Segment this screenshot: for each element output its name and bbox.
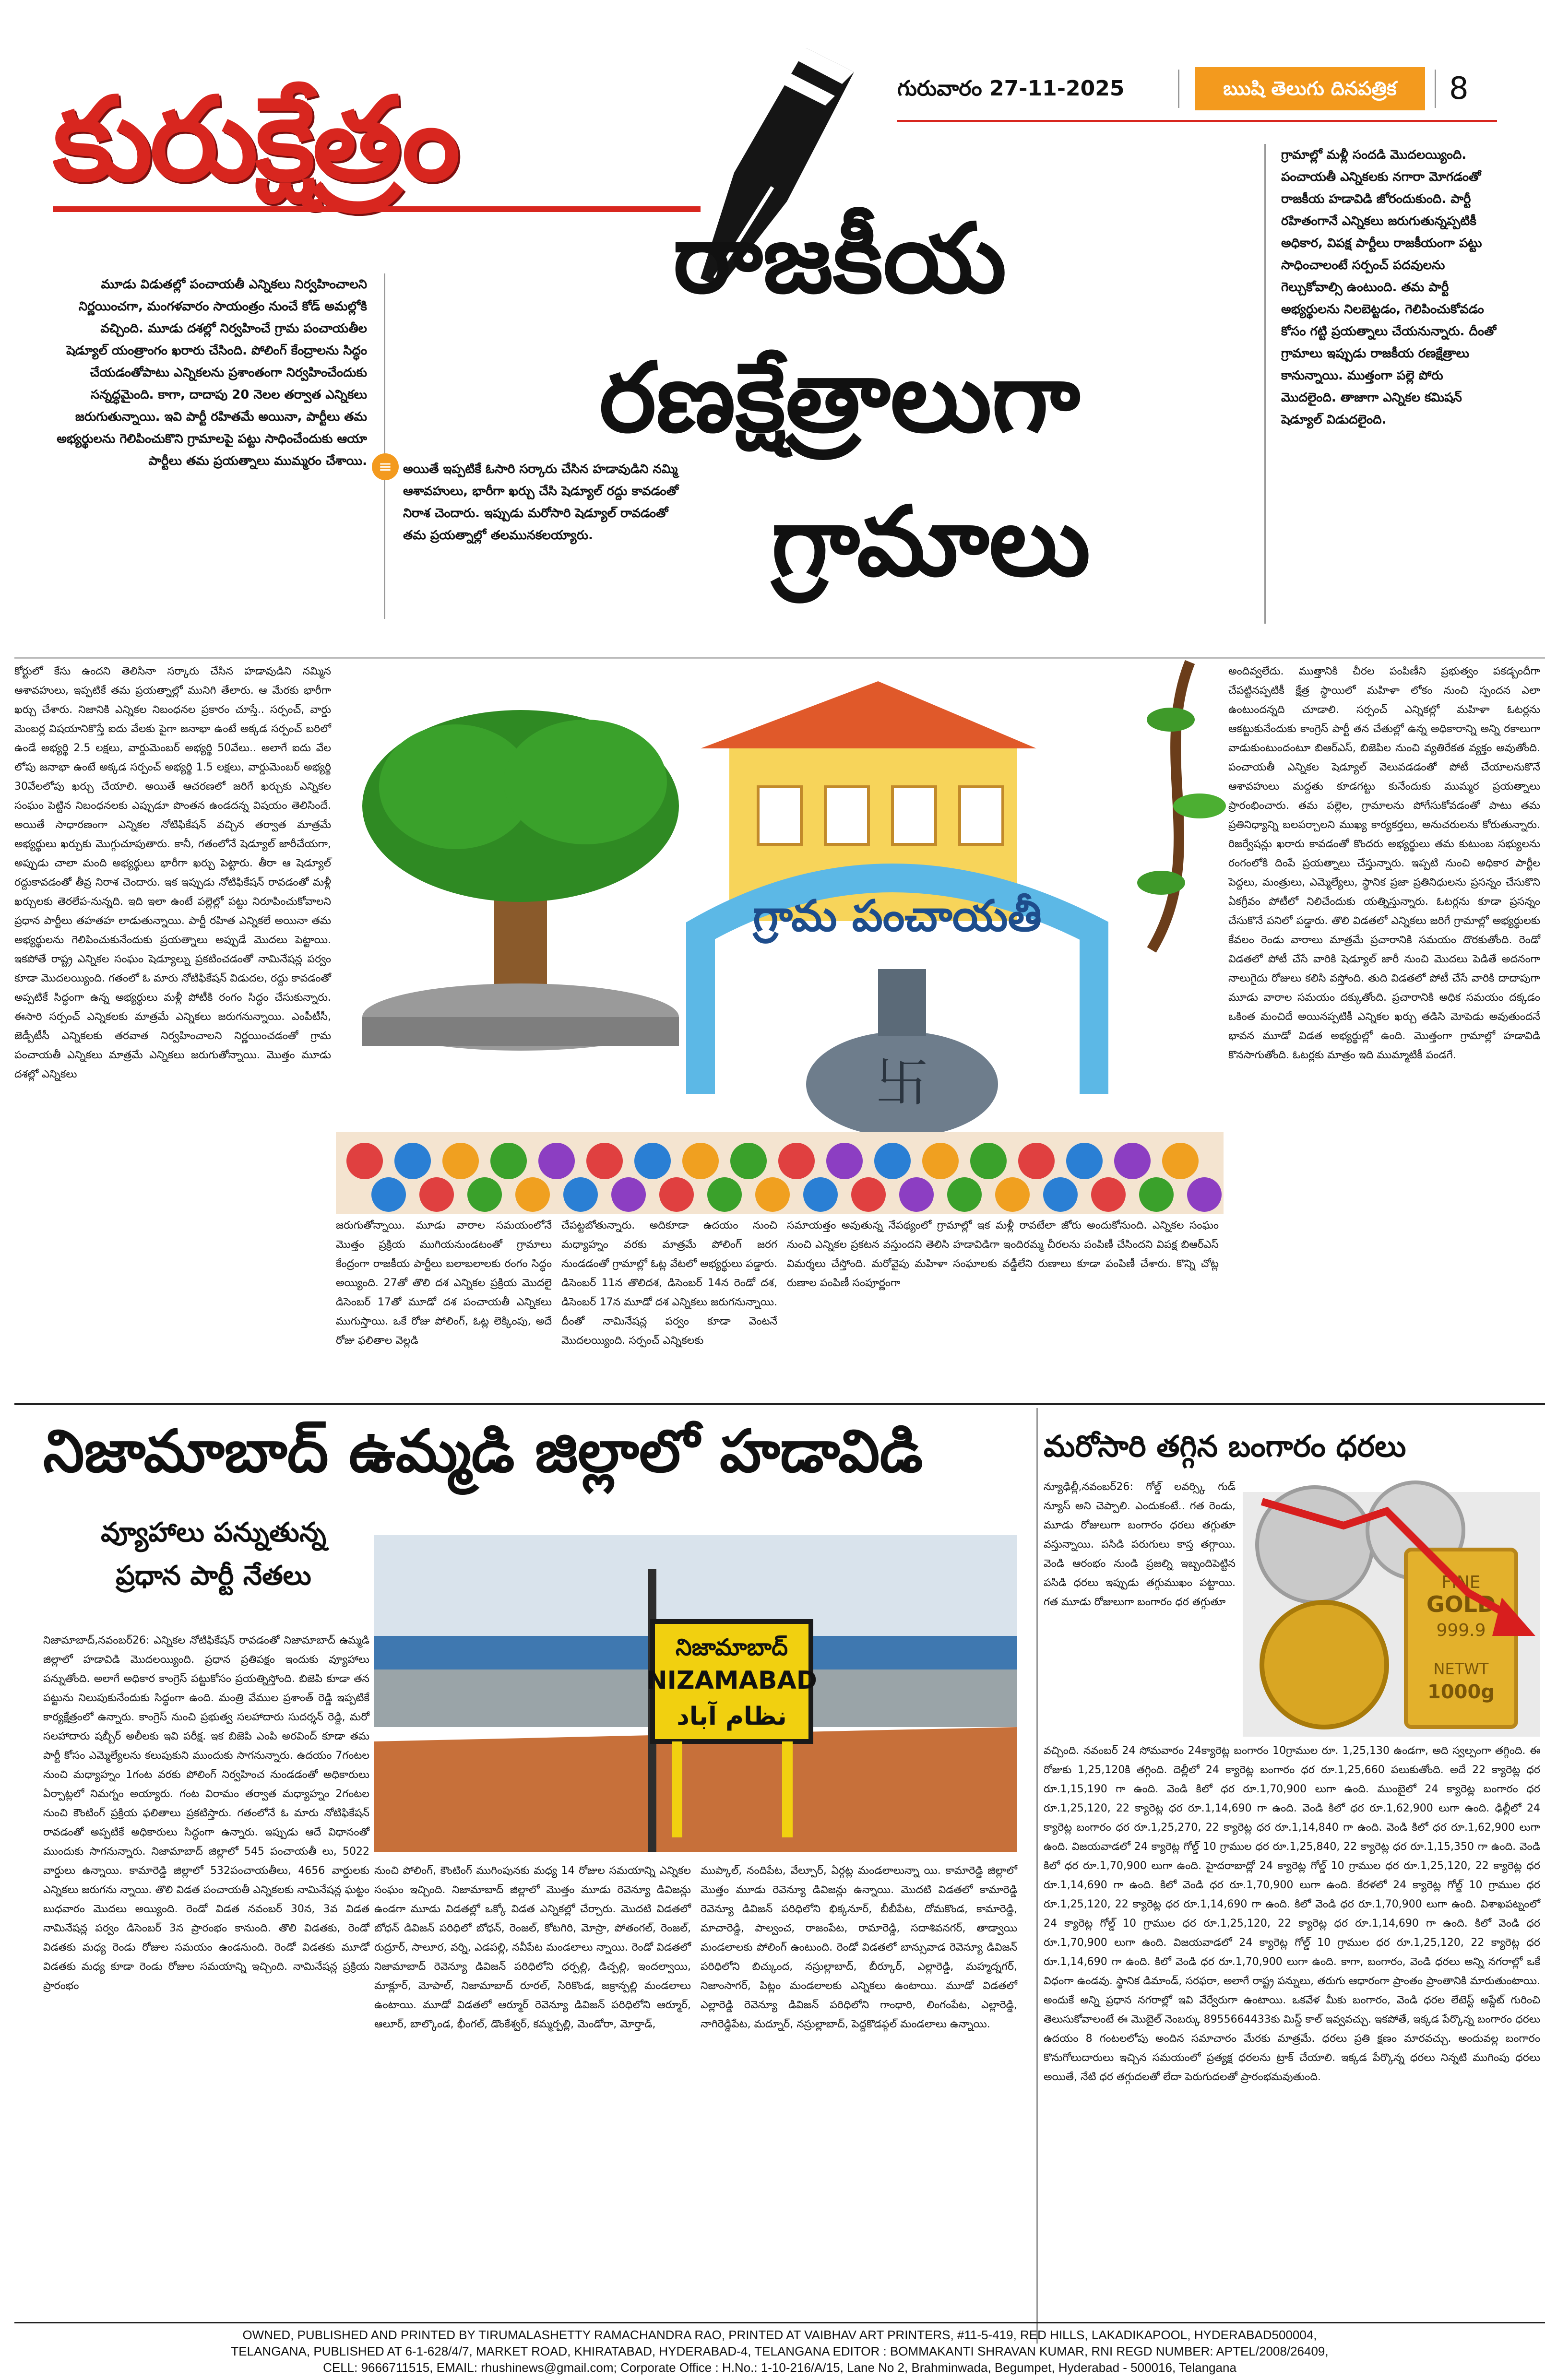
arch-sign-text: గ్రామ పంచాయతీ (753, 891, 1042, 941)
gold-bar-line1: FINE (1441, 1573, 1481, 1592)
nizamabad-subhead-line2: ప్రధాన పార్టీ నేతలు (116, 1560, 311, 1591)
house-window-c (892, 787, 936, 844)
nizamabad-headline: నిజామాబాద్ ఉమ్మడి జిల్లాలో హడావిడి (43, 1417, 923, 1485)
nizamabad-station-photo (374, 1535, 1017, 1852)
house-window-a (758, 787, 801, 844)
lead-body-c3: సమాయత్తం అవుతున్న నేపథ్యంలో గ్రామాల్లో ఇక మళ్లీ రావటేలా జోరు అందుకోనుంది. ఎన్నికల సంఘం నుంచి ఎన్నికల ప్రకటన వస్తుందని తెలిసి హడావిడిగా ఇందిరమ్మ చీరలను పంపిణీ చేసిందని విపక్ష బిఆర్ఎస్ విమర్శలు చేస్తోంది. మరోవైపు మహిళా సంఘాలకు వడ్డీలేని రుణాలు కూడా పంపిణీ చేశారు. కొన్ని చోట్ల రుణాల పంపిణీ సంపూర్ణంగా (787, 1220, 1222, 1289)
panchayat-illustration (336, 662, 1224, 1214)
vine-leaf-b (1173, 793, 1226, 818)
nizamabad-body-c1: నుంచి పోలింగ్, కౌంటింగ్ ముగింపునకు మధ్య 14 రోజుల సమయాన్ని ఎన్నికల సంఘం ఇచ్చింది. నిజామాబాద్ జిల్లాలో మొత్తం మూడు రెవెన్యూ డివిజన్లు ఉండగా మూడు విడతల్లో ఒక్కో విడత ఎన్నికల్లో చేర్చారు. మొదటి విడతలో బోధన్ డివిజన్ పరిధిలో బోధన్, రెంజల్, కోటగిరి, మోస్రా, పోతంగల్, రెంజల్, రుద్రూర్, సాలూర, వర్ని, ఎడపల్లి, నవీపేట మండలాలు న్నాయి. రెండో విడతలో నిజామాబాద్ రెవెన్యూ డివిజన్ పరిధిలోని ధర్పల్లి, డిచ్పల్లి, ఇందల్వాయి, మాక్లూర్, మోపాల్, నిజామాబాద్ రూరల్, సిరికొండ, జక్రాన్పల్లి మండలాలు ఉంటాయి. మూడో విడతలో ఆర్మూర్ రెవెన్యూ డివిజన్ పరిధిలోని ఆర్మూర్, ఆలూర్, బాల్కొండ, భీంగల్, డొంకేశ్వర్, కమ్మర్పల్లి, మెండోరా, మోర్తాడ్, (374, 1865, 694, 2030)
sign-leg-left (672, 1741, 682, 1837)
gold-price-photo (1243, 1492, 1540, 1737)
imprint-line3: CELL: 9666711515, EMAIL: rhushinews@gmail.com; Corporate Office : H.No.: 1-10-216/A/15, Lane No 2, Brahminwada, Begumpet, Hyderabad - 500016, Telangana (323, 2360, 1236, 2375)
lead-divider (14, 657, 1545, 659)
station-sign-english: NIZAMABAD (646, 1666, 817, 1695)
gold-bar-line5: 1000g (1427, 1681, 1495, 1703)
lead-headline-line2: రణక్షేత్రాలుగా (599, 342, 1080, 454)
header-date: గురువారం 27-11-2025 (897, 76, 1125, 101)
tree-canopy-c (504, 720, 667, 844)
quote-icon: ≡ (372, 453, 399, 480)
header-rule (897, 120, 1497, 122)
footer-rule (14, 2322, 1545, 2323)
nizamabad-subhead (58, 1511, 369, 1598)
nizamabad-subhead-line1: వ్యూహాలు పన్నుతున్న (101, 1517, 326, 1548)
lead-intro-mid: అయితే ఇప్పటికే ఓసారి సర్కారు చేసిన హడావుడిని నమ్మి ఆశావహులు, భారీగా ఖర్చు చేసి షెడ్యూల్ రద్దు కావడంతో నిరాశ చెందారు. ఇప్పుడు మరోసారి షెడ్యూల్ రావడంతో తమ ప్రయత్నాల్లో తలమునకలయ్యారు. (403, 462, 683, 543)
gold-headline: మరోసారి తగ్గిన బంగారం ధరలు (1044, 1429, 1406, 1464)
page-number: 8 (1449, 71, 1469, 107)
lead-body-c2: చేపట్టబోతున్నారు. అదికూడా ఉదయం నుంచి మధ్యాహ్నం వరకు మాత్రమే పోలింగ్ జరగ నుండడంతో గ్రామాల్లో ఓట్ల వేటలో అభ్యర్థులు పడ్డారు. డిసెంబర్ 11న తొలిదశ, డిసెంబర్ 14న రెండో దశ, డిసెంబర్ 17న మూడో దశ ఎన్నికలు జరుగనున్నాయి. దీంతో నామినేషన్ల పర్వం కూడా వెంటనే మొదలయ్యింది. సర్పంచ్ ఎన్నికలకు (561, 1220, 781, 1347)
lead-headline-line3: గ్రామాలు (771, 486, 1091, 598)
vine-leaf-c (1137, 871, 1185, 895)
nizamabad-body-left: నిజామాబాద్,నవంబర్26: ఎన్నికల నోటిఫికేషన్ రావడంతో నిజామాబాద్ ఉమ్మడి జిల్లాలో హడావిడి మొదలయ్యింది. ప్రధాన ప్రతిపక్షం ఇందుకు వ్యూహాలు పన్నుతోంది. అలాగే అధికార కాంగ్రెస్ పట్టుకోసం ప్రయత్నిస్తోంది. బిజెపి కూడా తన పట్టును నిలుపుకునేందుకు సిద్ధంగా ఉంది. మంత్రి వేముల ప్రశాంత్ రెడ్డి ఇప్పటికే కార్యక్షేత్రంలో ఉన్నారు. కాంగ్రెస్ నుంచి ప్రభుత్వ సలహాదారు సుదర్శన్ రెడ్డి, మరో సలహాదారు షబ్బీర్ అలీలకు ఇవి పరీక్ష. ఇక బిజెపి ఎంపి అరవింద్ కూడా తమ పార్టీ కోసం ఎమ్మెల్యేలను కలుపుకుని ముందుకు సాగనున్నారు. ఉదయం 7గంటల నుంచి మధ్యాహ్నం 1గంట వరకు పోలింగ్ నిర్వహించ నుండడంతో అధికారులు ఏర్పాట్లలో నిమగ్నం అయ్యారు. గంట విరామం తర్వాత మధ్యాహ్నం 2గంటల నుంచి కౌంటింగ్ ప్రక్రియ ఫలితాలు ప్రకటిస్తారు. గతంలోనే ఓ మారు నోటిఫికేషన్ రావడంతో అప్పటికే అధికారులు సిద్ధంగా ఉన్నారు. ఇప్పుడు ఆదే విధానంతో ముందుకు సాగనున్నారు. నిజామాబాద్ జిల్లాలో 545 పంచాయతీ లు, 5022 వార్డులు ఉన్నాయి. కామారెడ్డి జిల్లాలో 532పంచాయతీలు, 4656 వార్డులకు ఎన్నికలు జరుగను న్నాయి. తొలి విడత పంచాయతీ ఎన్నికలకు నామినేషన్ల ఘట్టం బుధవారం మొదలు అయ్యింది. రెండో విడత నవంబర్ 30న, 3వ విడత నామినేషన్ల పర్వం డిసెంబర్ 3న ప్రారంభం కానుంది. తొలి విడతకు, రెండో విడతకు మధ్య రెండు రోజుల సమయం ఉండనుంది. రెండో విడతకు మూడో విడతకు మధ్య కూడా రెండు రోజుల సమయాన్ని ఇచ్చింది. నామినేషన్ల ప్రక్రియ ప్రారంభం (43, 1634, 373, 1992)
station-sign-urdu: نظام آباد (677, 1702, 787, 1731)
lead-body-c1: జరుగుతోన్నాయి. మూడు వారాల సమయంలోనే మొత్తం ప్రక్రియ ముగియనుండటంతో గ్రామాలు కేంద్రంగా రాజకీయ పార్టీలు బలాబలాలకు రంగం సిద్ధం అయ్యింది. 27తో తొలి దశ ఎన్నికల ప్రక్రియ మొదలై డిసెంబర్ 17తో మూడో దశ పంచాయతీ ఎన్నికలు ముగుస్తాయి. ఒకే రోజు పోలింగ్, ఓట్ల లెక్కింపు, అదే రోజు ఫలితాల వెల్లడి (336, 1220, 555, 1347)
lead-body-right: అందివ్వలేదు. ముత్తానికి చీరల పంపిణీని ప్రభుత్వం పకడ్బందీగా చేపట్టినప్పటికీ క్షేత్ర స్థాయిలో మహిళా లోకం నుంచి స్పందన ఎలా ఉంటుందన్నది చూడాలి. సర్పంచ్ ఎన్నికల్లో మహిళా ఓటర్లను ఆకట్టుకునేందుకు కాంగ్రెస్ పార్టీ తన చేతుల్లో ఉన్న అధికారాన్ని అన్ని రకాలుగా వాడుకుంటుందంటూ బిఆర్ఎస్, బిజెపిల నుంచి వ్యతిరేకత వ్యక్తం అవుతోంది. పంచాయతీ ఎన్నికల షెడ్యూల్ వెలువడడంతో పోటీ చేయాలనుకొనే ఆశావహులు మద్దతు కూడగట్టు కునేందుకు ముమ్మర ప్రయత్నాలు ప్రారంభించారు. తమ పల్లెల, గ్రామాలను పోగేసుకోవడంతో పాటు తమ ప్రతినిధ్యాన్ని బలపర్చాలని ముఖ్య కార్యకర్తలు, అనుచరులను కోరుతున్నారు. రిజర్వేషన్లు ఖరారు కావడంతో కొందరు అభ్యర్థులు తమ కుటుంబ సభ్యులను రంగంలోకి దింపే ప్రయత్నాలు చేస్తున్నారు. ఇప్పటి నుంచి అధికార పార్టీల పెద్దలు, మంత్రులు, ఎమ్మెల్యేలు, స్థానిక ప్రజా ప్రతినిధులను ప్రసన్నం చేసుకొని ఏకగ్రీవం పోటీలో నిలిచేందుకు యత్నిస్తున్నారు. ఓటర్లను కూడా ప్రసన్నం చేసుకొనే పనిలో పడ్డారు. తొలి విడతలో ఎన్నికలు జరిగే గ్రామాల్లో అభ్యర్థులకు కేవలం రెండు వారాలు మాత్రమే ప్రచారానికి సమయం దొరకుతోంది. రెండో విడతలో పోటీ చేసే వారికి షెడ్యూల్ జారీ నుంచి మొదలు పెడితే అదనంగా నాలుగైదు రోజులు కలిసి వస్తోంది. తుది విడతలో పోటీ చేసే వారికి దాదాపుగా మూడు వారాల సమయం దక్కుతోంది. ప్రచారానికి అధిక సమయం దక్కడం ఒకింత మంచిదే అయినప్పటికీ ఎన్నికల ఖర్చు తడిసి మోపెడు అవుతుందనే భావన మూడో విడత అభ్యర్థుల్లో ఉంది. మొత్తంగా గ్రామాల్లో హడావిడి కొనసాగుతోంది. ఓటర్లకు మాత్రం ఇది ముమ్మాటికీ పండగే. (1228, 665, 1544, 1061)
lead-headline-line1: రాజకీయ (673, 203, 1007, 315)
gold-bar-line2: GOLD (1426, 1591, 1496, 1617)
photo-platform (374, 1727, 1017, 1852)
gold-body-top: న్యూఢిల్లీ,నవంబర్26: గోల్డ్ లవర్స్కి గుడ్ న్యూస్ అని చెప్పాలి. ఎందుకంటే.. గత రెండు, మూడు రోజులుగా బంగారం ధరలు తగ్గుతూ వస్తున్నాయి. పసిడి పరుగులు కాస్త తగ్గాయి. వెండి ఆరంభం నుండి ప్రజల్ని ఇబ్బందిపెట్టిన పసిడి ధరలు ఇప్పుడు తగ్గుముఖం పట్టాయి. గత మూడు రోజులుగా బంగారం ధర తగ్గుతూ (1044, 1481, 1239, 1608)
imprint-line2: TELANGANA, PUBLISHED AT 6-1-628/4/7, MARKET ROAD, KHIRATABAD, HYDERABAD-4, TELANGANA EDITOR : BOMMAKANTI SHRAVAN KUMAR, RNI REGD NUMBER: APTEL/2008/26409, (231, 2344, 1329, 2358)
vine-leaf-a (1147, 708, 1195, 732)
gold-bar-line3: 999.9 (1436, 1621, 1486, 1640)
gold-coin (1262, 1602, 1387, 1727)
masthead-title: కురుక్షేత్రం (53, 72, 458, 206)
gold-bar-line4: NETWT (1433, 1660, 1489, 1678)
gold-body-bottom: వచ్చింది. నవంబర్ 24 సోమవారం 24క్యారెట్ల బంగారం 10గ్రాముల రూ. 1,25,130 ఉండగా, అది స్వల్పంగా తగ్గింది. ఈ రోజుకు 1,25,120కి తగ్గింది. దెల్లీలో 24 క్యారెట్ల బంగారం ధర రూ.1,25,660 పలుకుతోంది. అదే 22 క్యారెట్ల ధర రూ.1,15,190 గా ఉంది. వెండి కిలో ధర రూ.1,70,900 లుగా ఉంది. ముంబైలో 24 క్యారెట్ల బంగారం ధర రూ.1,25,120, 22 క్యారెట్ల ధర రూ.1,14,690 గా ఉంది. వెండి కిలో ధర రూ.1,62,900 లుగా ఉంది. ఢిల్లీలో 24 క్యారెట్ల బంగారం ధర రూ.1,25,270, 22 క్యారెట్ల ధర రూ.1,14,840 గా ఉంది. వెండి కిలో ధర రూ.1,62,900 లుగా ఉంది. విజయవాడలో 24 క్యారెట్ల గోల్డ్ 10 గ్రాముల ధర రూ.1,25,840, 22 క్యారెట్ల ధర రూ.1,15,350 గా ఉంది. వెండి కిలో ధర రూ.1,70,900 లుగా ఉంది. హైదరాబాద్లో 24 క్యారెట్ల గోల్డ్ 10 గ్రాముల ధర రూ.1,25,120, 22 క్యారెట్ల ధర రూ.1,14,690 గా ఉంది. కిలో వెండి ధర రూ.1,70,900 లుగా ఉంది. కేరళలో 24 క్యారెట్ల గోల్డ్ 10 గ్రాముల ధర రూ.1,25,120, 22 క్యారెట్ల ధర రూ.1,14,690 గా ఉంది. కిలో వెండి ధర రూ.1,70,900 లుగా ఉంది. విశాఖపట్నంలో 24 క్యారెట్ల గోల్డ్ 10 గ్రాముల ధర రూ.1,25,120, 22 క్యారెట్ల ధర రూ.1,14,690 గా ఉంది. కిలో వెండి ధర రూ.1,70,900 లుగా ఉంది. విజయవాడలో 24 క్యారెట్ల గోల్డ్ 10 గ్రాముల ధర రూ.1,25,120, 22 క్యారెట్ల ధర రూ.1,14,690 గా ఉంది. కిలో వెండి ధర రూ.1,70,900 లుగా ఉంది. కాగా, బంగారం, వెండి ధరలు అన్ని నగరాల్లో ఒకే విధంగా ఉండవు. స్థానిక డిమాండ్, సరఫరా, అలాగే రాష్ట్ర పన్నులు, తరుగు ఆధారంగా ప్రాంతం ప్రాంతానికి మారుతుంటాయి. అందుకే అన్ని ప్రధాన నగరాల్లో ఇవి వేర్వేరుగా ఉంటాయి. ఒకవేళ మీకు బంగారం, వెండి ధరల లేటెస్ట్ అప్డేట్ గురించి తెలుసుకోవాలంటే ఈ మొబైల్ నెంబర్కు 8955664433కు మిస్డ్ కాల్ ఇవ్వవచ్చు. ఇకపోతే, ఇక్కడ పేర్కొన్న బంగారం ధరలు ఉదయం 8 గంటలలోపు అందిన సమాచారం మేరకు మాత్రమే. ధరలు ప్రతి క్షణం మారవచ్చు. అందువల్ల బంగారం కొనుగోలుదారులు ఇచ్చిన సమయంలో ప్రత్యక్ష ధరలను ట్రాక్ చేయాలి. ఇక్కడ పేర్కొన్న ధరలు నిన్నటి ముగింపు ధరలు అయితే, నేటి ధర తగ్గుదలతో లేదా పెరుగుదలతో ప్రారంభమవుతుంది. (1044, 1745, 1544, 2083)
tree-platform-side (362, 1017, 679, 1046)
house-window-b (825, 787, 868, 844)
imprint-line1: OWNED, PUBLISHED AND PRINTED BY TIRUMALASHETTY RAMACHANDRA RAO, PRINTED AT VAIBHAV ART PRINTERS, #11-5-419, RED HILLS, LAKADIKAPOOL, HYDERABAD500004, (242, 2328, 1317, 2342)
lead-intro-left: మూడు విడుతల్లో పంచాయతీ ఎన్నికలు నిర్వహించాలని నిర్ణయించగా, మంగళవారం సాయంత్రం నుంచే కోడ్ అమల్లోకి వచ్చింది. మూడు దశల్లో నిర్వహించే గ్రామ పంచాయతీల షెడ్యూల్ యంత్రాంగం ఖరారు చేసింది. పోలింగ్ కేంద్రాలను సిద్ధం చేయడంతోపాటు ఎన్నికలను ప్రశాంతంగా నిర్వహించేందుకు సన్నద్ధమైంది. కాగా, దాదాపు 20 నెలల తర్వాత ఎన్నికలు జరుగుతున్నాయి. ఇవి పార్టీ రహితమే అయినా, పార్టీలు తమ అభ్యర్థులను గెలిపించుకొని గ్రామాలపై పట్టు సాధించేందుకు ఆయా పార్టీలు తమ ప్రయత్నాలు ముమ్మరం చేశాయి. (57, 277, 372, 468)
edition-label: ఋషి తెలుగు దినపత్రిక (1195, 67, 1425, 110)
nizamabad-body-c2: ముప్కాల్, నందిపేట, వేల్పూర్, ఏర్గట్ల మండలాలున్నా యి. కామారెడ్డి జిల్లాలో మొత్తం మూడు రెవెన్యూ డివిజన్లు ఉన్నాయి. మొదటి విడతలో కామారెడ్డి రెవెన్యూ డివిజన్ పరిధిలోని భిక్కనూర్, బీబీపేట, దోమకొండ, కామారెడ్డి, మాచారెడ్డి, పాల్వంచ, రాజంపేట, రామారెడ్డి, సదాశివనగర్, తాడ్వాయి మండలాలకు పోలింగ్ ఉంటుంది. రెండో విడతలో బాన్సువాడ రెవెన్యూ డివిజన్ పరిధిలోని బిచ్కుంద, నస్రుల్లాబాద్, బీర్కూర్, ఎల్లారెడ్డి, మహ్మద్నగర్, నిజాంసాగర్, పిట్లం మండలాలకు ఎన్నికలు ఉంటాయి. మూడో విడతలో ఎల్లారెడ్డి రెవెన్యూ డివిజన్ పరిధిలోని గాంధారి, లింగంపేట, ఎల్లారెడ్డి, నాగిరెడ్డిపేట, మద్నూర్, నస్రుల్లాబాద్, పెద్దకొడప్గల్ మండలాలు ఉన్నాయి. (701, 1865, 1021, 2030)
station-sign-telugu: నిజామాబాద్ (676, 1634, 788, 1661)
imprint (14, 2327, 1545, 2377)
swastik-mark: 卐 (876, 1052, 928, 1113)
house-window-d (960, 787, 1003, 844)
lead-body-left: కోర్టులో కేసు ఉందని తెలిసినా సర్కారు చేసిన హడావుడిని నమ్మిన ఆశావహులు, ఇప్పటికే తమ ప్రయత్నాల్లో మునిగి తేలారు. ఆ మేరకు భారీగా ఖర్చు చేశారు. నిజానికి ఎన్నికల నిబంధనల ప్రకారం చూస్తే.. సర్పంచ్, వార్డు మెంబర్ల విషయానికొస్తే ఐదు వేలకు పైగా జనాభా ఉంటే అక్కడ సర్పంచ్ బరిలో ఉండే అభ్యర్థి 2.5 లక్షలు, వార్డుమెంబర్ అభ్యర్థి 50వేలు.. అలాగే ఐదు వేల లోపు జనాభా ఉంటే అక్కడ సర్పంచ్ అభ్యర్థి 1.5 లక్షలు, వార్డుమెంబర్ అభ్యర్థి 30వేలలోపు ఖర్చు చేయాలి. అయితే ఆచరణలో జరిగే ఖర్చుకు ఎన్నికల సంఘం పెట్టిన నిబంధనలకు ఎప్పుడూ పొంతన ఉండదన్న విషయం తెలిసిందే. అయితే సాధారణంగా ఎన్నికల నోటిఫికేషన్ వచ్చిన తర్వాత మాత్రమే అభ్యర్థులు ఖర్చుకు మొగ్గుచూపుతారు. కానీ, గతంలోనే షెడ్యూల్ జారీచేయగా, అప్పుడు చాలా మంది అభ్యర్థులు భారీగా ఖర్చు పెట్టారు. తీరా ఆ షెడ్యూల్ రద్దుకావడంతో తీవ్ర నిరాశ చెందారు. ఇక ఇప్పుడు నోటిఫికేషన్ రావడంతో మళ్లీ ఖర్చులకు తెరలేప-నున్నది. ఇది ఇలా ఉంటే పల్లెల్లో పట్టు నిరూపించుకోవాలని ప్రధాన పార్టీలు తహతహ లాడుతున్నాయి. పార్టీ రహిత ఎన్నికలే అయినా తమ అభ్యర్థులను గెలిపించుకునేందుకు ప్రయత్నాలు అప్పుడే మొదలు పెట్టాయి. ఇకపోతే రాష్ట్ర ఎన్నికల సంఘం షెడ్యూల్ను ప్రకటించడంతో నామినేషన్ల పర్వం కూడా మొదలయ్యింది. గతంలో ఓ మారు నోటిఫికేషన్ విడుదల, రద్దు కావడంతో అప్పటికే సిద్ధంగా ఉన్న అభ్యర్థులు మళ్లీ పోటీకి రంగం సిద్ధం చేసుకున్నారు. ఈసారి సర్పంచ్ ఎన్నికలకు మాత్రమే ఎన్నికలు జరుగనున్నాయి. ఎంపీటీసీ, జెడ్పీటీసీ ఎన్నికలకు తరవాత నిర్వహించాలని నిర్ణయించడంతో గ్రామ పంచాయతీ ఎన్నికలు మాత్రమే ఎన్నికలు జరుగుతోన్నాయి. మొత్తం మూడు దశల్లో ఎన్నికలు (14, 665, 334, 1080)
ballot-stamp-handle (878, 969, 926, 1036)
lead-intro-right: గ్రామాల్లో మళ్లీ సందడి మొదలయ్యింది. పంచాయతీ ఎన్నికలకు నగారా మోగడంతో రాజకీయ హడావిడి జోరందుకుంది. పార్టీ రహితంగానే ఎన్నికలు జరుగుతున్నప్పటికీ అధికార, విపక్ష పార్టీలు రాజకీయంగా పట్టు సాధించాలంటే సర్పంచ్ పదవులను గెల్చుకోవాల్సి ఉంటుంది. తమ పార్టీ అభ్యర్థులను నిలబెట్టడం, గెలిపించుకోవడం కోసం గట్టి ప్రయత్నాలు చేయనున్నారు. దీంతో గ్రామాలు ఇప్పుడు రాజకీయ రణక్షేత్రాలు కానున్నాయి. ముత్తంగా పల్లె పోరు మొదలైంది. తాజాగా ఎన్నికల కమిషన్ షెడ్యూల్ విడుదలైంది. (1281, 148, 1501, 427)
sign-leg-right (782, 1741, 793, 1837)
